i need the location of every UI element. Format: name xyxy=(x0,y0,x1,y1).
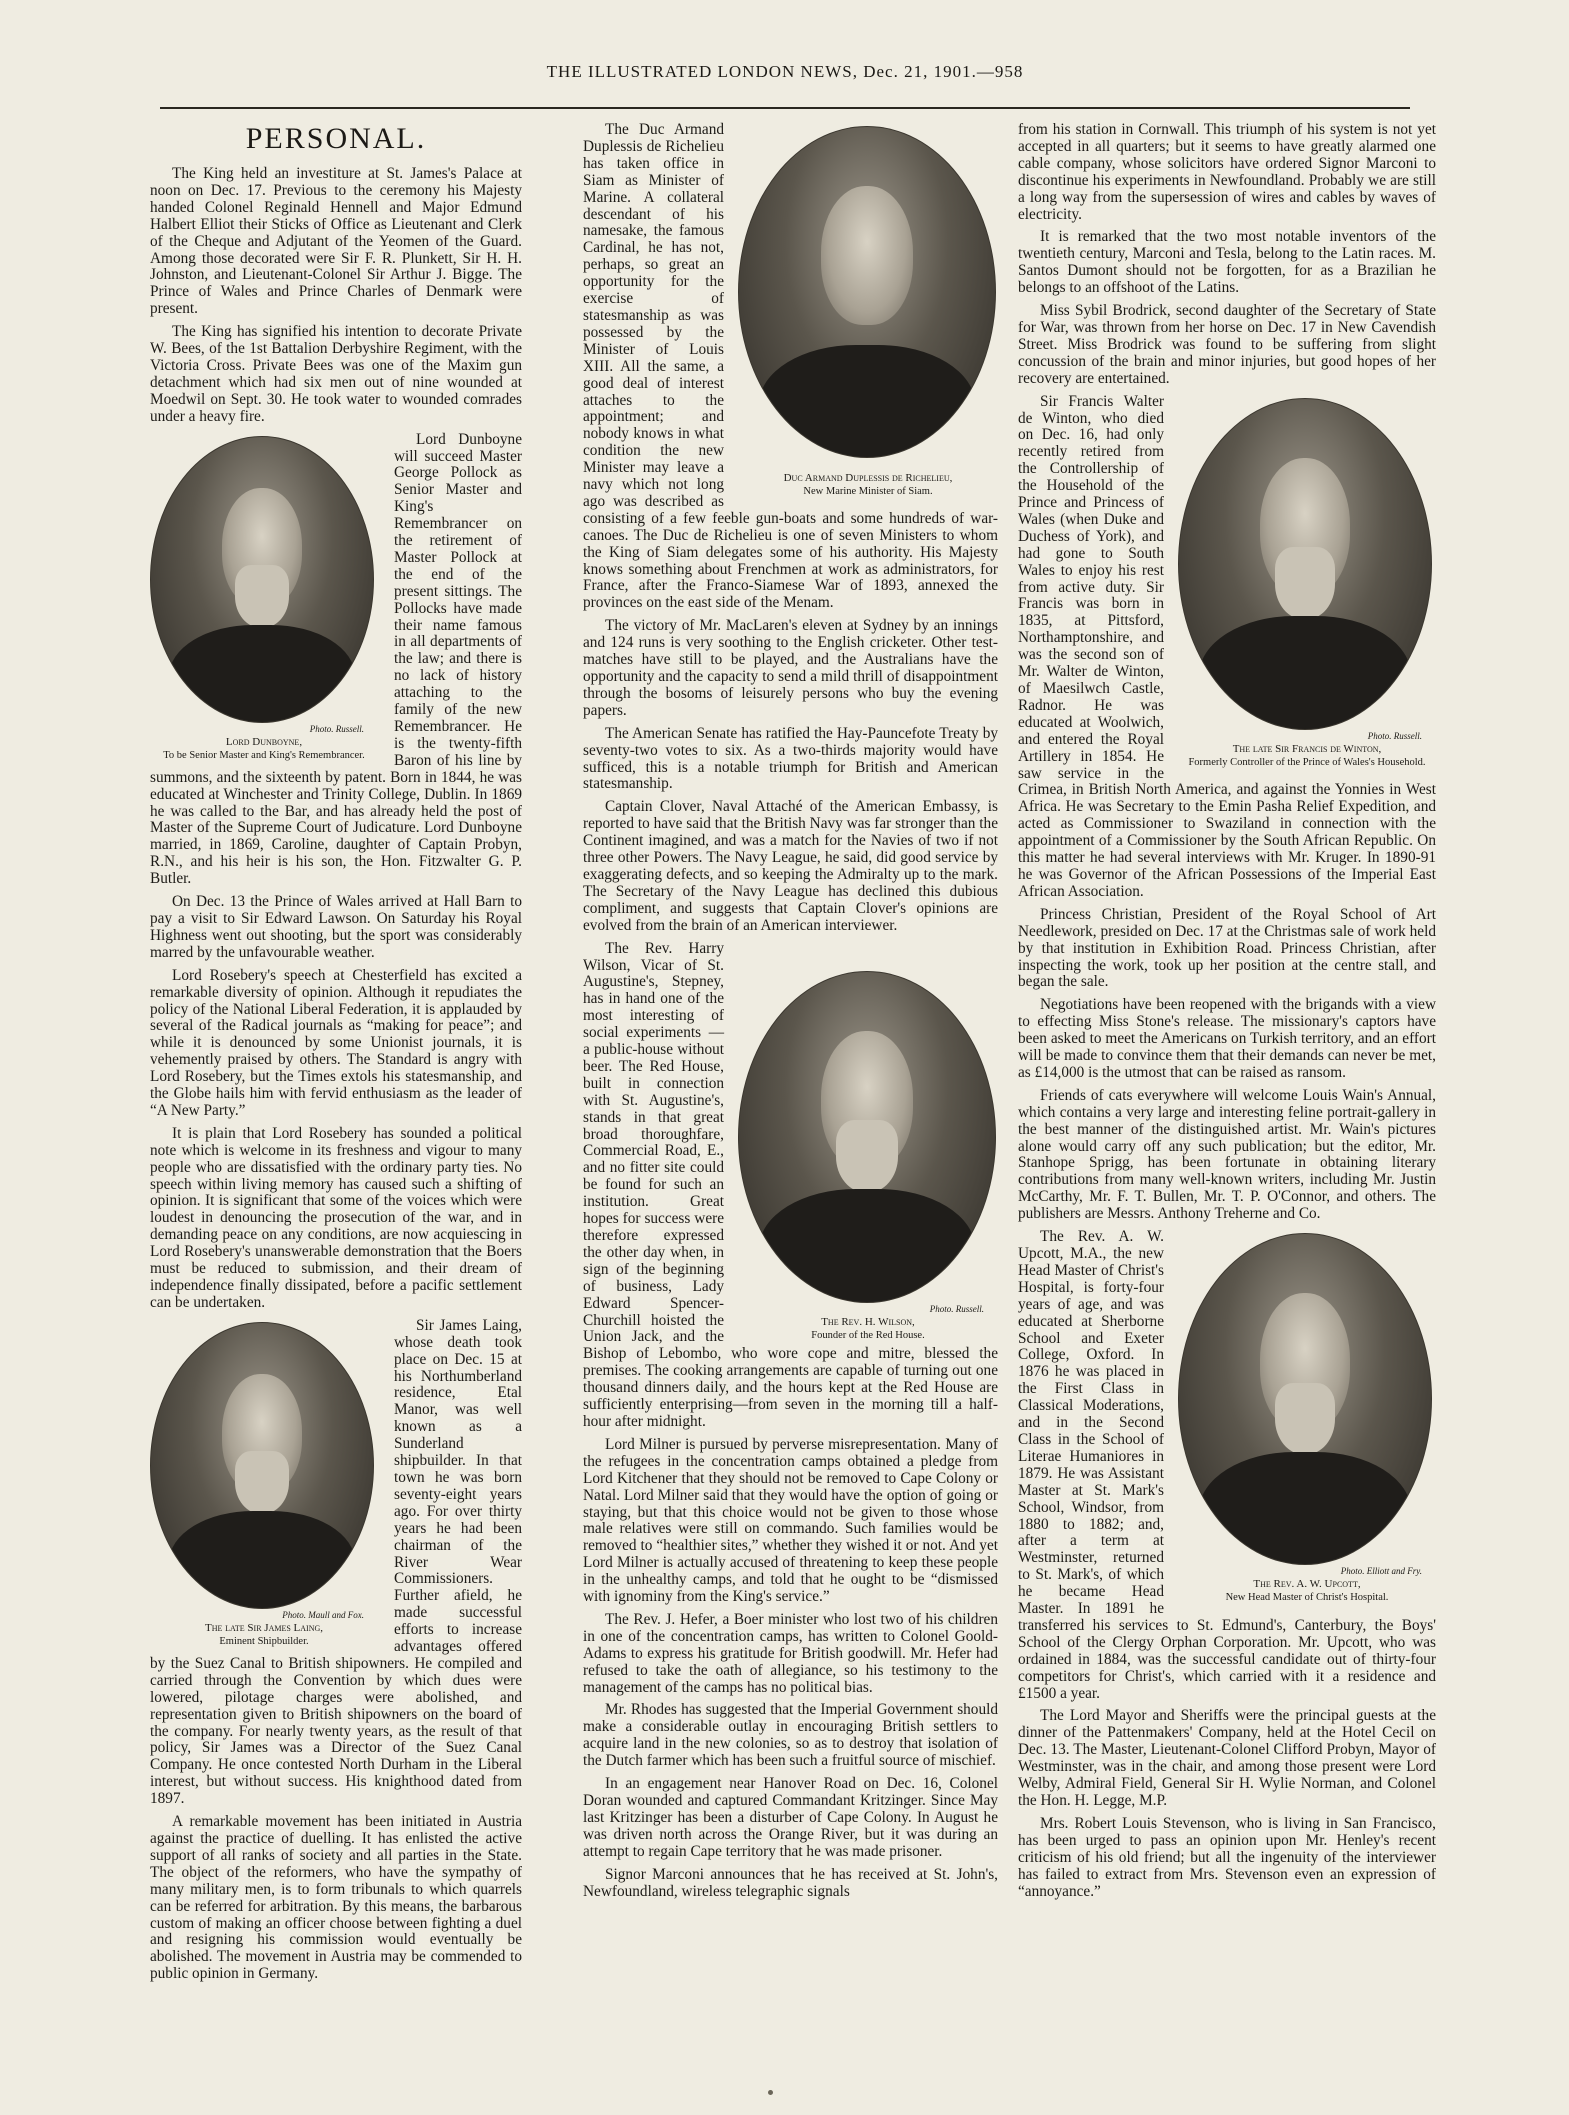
figure-laing xyxy=(150,1322,378,1648)
caption-name: Lord Dunboyne, xyxy=(225,735,303,748)
photo-credit: Photo. Russell. xyxy=(1367,730,1422,741)
paragraph: A remarkable movement has been initiated in Austria against the practice of duelling. It has enlisted the active support of all ranks of society and all parties in the State. The object of the reformers, who have the sympathy of many military men, is to form tribunals to which quarrels can be referred for arbitration. By this means, the barbarous custom of making an officer choose between fighting a duel and resigning his commission would eventually be abolished. The movement in Austria may be commended to public opinion in Germany. xyxy=(150,1813,522,1983)
caption-name: The late Sir Francis de Winton, xyxy=(1232,742,1382,755)
figure-richelieu xyxy=(738,126,998,498)
paragraph: The Duc Armand Duplessis de Richelieu has taken office in Siam as Minister of Marine. A collateral descendant of his namesake, the famous Cardinal, he has not, perhaps, so great an opportunity for the exercise of statesmanship as was possessed by the Minister of Louis XIII. All the same, a good deal of interest attaches to the appointment; and nobody knows in what condition the new Minister may leave a navy which not long ago was described as consisting of a few feeble gun-boats and some hundreds of war-canoes. The Duc de Richelieu is one of seven Ministers to whom the King of Siam delegates some of his authority. His Majesty knows something about Frenchmen at work as administrators, for France, after the Franco-Siamese War of 1893, annexed the provinces on the east side of the Menam. xyxy=(583,121,998,612)
photo-credit: Photo. Russell. xyxy=(309,723,364,734)
photo-credit: Photo. Elliott and Fry. xyxy=(1340,1566,1422,1577)
figure-dewinton xyxy=(1178,398,1436,769)
portrait-laing xyxy=(150,1322,374,1609)
portrait-dunboyne xyxy=(150,436,374,723)
paragraph: The Rev. A. W. Upcott, M.A., the new Head Master of Christ's Hospital, is forty-four years of age, and was educated at Sherborne School and Exeter College, Oxford. In 1876 he was placed in the First Class in Classical Moderations, and in the Second Class in the School of Literae Humaniores in 1879. He was Assistant Master at St. Mark's School, Windsor, from 1880 to 1882; and, after a term at Westminster, returned to St. Mark's, of which he became Head Master. In 1891 he transferred his services to St. Edmund's, Canterbury, the Boys' School of the Clergy Orphan Corporation. Mr. Upcott, who was ordained in 1884, was the successful candidate out of thirty-four competitors for Christ's, which carried with it a residence and £1500 a year. xyxy=(1018,1228,1436,1702)
figure-upcott xyxy=(1178,1233,1436,1604)
paragraph: Lord Rosebery's speech at Chesterfield has excited a remarkable diversity of opinion. Although it repudiates the policy of the National Liberal Federation, it is applauded by several of the Radical journals as “making for peace”; and while it is denounced by some Unionist journals, it is vehemently praised by others. The Standard is angry with Lord Rosebery, but the Times extols his statesmanship, and the Globe hails him with fervid enthusiasm as the leader of “A New Party.” xyxy=(150,966,522,1119)
paragraph: Mr. Rhodes has suggested that the Imperial Government should make a considerable outlay in encouraging British settlers to acquire land in the new colonies, so as to destroy that isolation of the Dutch farmer which has been such a fruitful source of mischief. xyxy=(583,1701,998,1770)
column-3 xyxy=(1018,122,1436,1906)
paragraph: It is plain that Lord Rosebery has sounded a political note which is welcome in its freshness and vigour to many people who are dissatisfied with the ordinary party ties. No speech within living memory has caused such a shifting of opinion. It is significant that some of the voices which were loudest in denouncing the prosecution of the war, and in demanding peace on any conditions, are now acquiescing in Lord Rosebery's unanswerable demonstration that the Boers must be reduced to submission, and their dream of independence finally dissipated, before a pacific settlement can be undertaken. xyxy=(150,1124,522,1311)
paragraph: Miss Sybil Brodrick, second daughter of the Secretary of State for War, was thrown from her horse on Dec. 17 in New Cavendish Street. Miss Brodrick was found to be suffering from slight concussion of the brain and minor injuries, but good hopes of her recovery are entertained. xyxy=(1018,302,1436,387)
paragraph: The Rev. J. Hefer, a Boer minister who lost two of his children in one of the concentration camps, has written to Colonel Goold-Adams to express his gratitude for British goodwill. Mr. Hefer had refused to take the oath of allegiance, so his testimony to the management of the camps has no political bias. xyxy=(583,1610,998,1696)
portrait-richelieu xyxy=(738,126,996,458)
paragraph: from his station in Cornwall. This triumph of his system is not yet accepted in all quarters; but it seems to have greatly alarmed one cable company, whose solicitors have ordered Signor Marconi to discontinue his experiments in Newfoundland. Probably we are still a long way from the supersession of wires and cables by waves of electricity. xyxy=(1018,121,1436,223)
paragraph: Mrs. Robert Louis Stevenson, who is living in San Francisco, has been urged to pass an opinion upon Mr. Henley's recent criticism of his old friend; but all the ingenuity of the interviewer has failed to extract from Mrs. Stevenson even an expression of “annoyance.” xyxy=(1018,1814,1436,1900)
caption-name: The Rev. H. Wilson, xyxy=(821,1315,915,1328)
paragraph: The American Senate has ratified the Hay-Pauncefote Treaty by seventy-two votes to six. As a two-thirds majority would have sufficed, this is a notable triumph for British and American statesmanship. xyxy=(583,724,998,793)
paragraph: Friends of cats everywhere will welcome Louis Wain's Annual, which contains a very large and interesting feline portrait-gallery in the best manner of the distinguished artist. Mr. Wain's pictures alone would carry off any such publication; but the editor, Mr. Stanhope Sprigg, has been fortunate in obtaining literary contributions from many well-known writers, including Mr. Justin McCarthy, Mr. F. T. Bullen, Mr. T. P. O'Connor, and others. The publishers are Messrs. Anthony Treherne and Co. xyxy=(1018,1086,1436,1223)
ink-dot xyxy=(768,2090,773,2095)
caption-subtitle: New Head Master of Christ's Hospital. xyxy=(1225,1592,1389,1604)
figure-dunboyne xyxy=(150,436,378,762)
column-1 xyxy=(150,122,522,1989)
paragraph: Negotiations have been reopened with the brigands with a view to effecting Miss Stone's release. The missionary's captors have been asked to meet the Americans on Turkish territory, and an effort will be made to convince them that their demands can never be met, as £14,000 is the utmost that can be raised as ransom. xyxy=(1018,996,1436,1081)
paragraph: Sir Francis Walter de Winton, who died on Dec. 16, had only recently retired from the Controllership of the Household of the Prince and Princess of Wales (when Duke and Duchess of York), and had gone to South Wales to enjoy his rest from active duty. Sir Francis was born in 1835, at Pittsford, Northamptonshire, and was the second son of Mr. Walter de Winton, of Maesilwch Castle, Radnor. He was educated at Woolwich, and entered the Royal Artillery in 1854. He saw service in the Crimea, in British North America, and against the Yonnies in West Africa. He was Secretary to the Emin Pasha Relief Expedition, and acted as Commissioner to Swaziland in connection with the appointment of a Commissioner by the South African Republic. On this matter he had several interviews with Mr. Kruger. In 1890-91 he was Governor of the African Possessions of the Imperial East African Association. xyxy=(1018,392,1436,900)
caption-subtitle: Eminent Shipbuilder. xyxy=(219,1635,309,1647)
column-2 xyxy=(583,122,998,1906)
page-title: PERSONAL. xyxy=(245,122,427,155)
caption-subtitle: Formerly Controller of the Prince of Wales's Household. xyxy=(1188,756,1426,768)
caption-subtitle: New Marine Minister of Siam. xyxy=(803,486,933,497)
portrait-wilson xyxy=(738,971,996,1303)
portrait-dewinton xyxy=(1178,398,1432,730)
figure-wilson xyxy=(738,971,998,1342)
photo-credit: Photo. Russell. xyxy=(929,1303,984,1314)
paragraph: Lord Dunboyne will succeed Master George Pollock as Senior Master and King's Remembrancer on the retirement of Master Pollock at the end of the present sittings. The Pollocks have made their name famous in all departments of the law; and there is no lack of history attaching to the family of the new Remembrancer. He is the twenty-fifth Baron of his line by summons, and the sixteenth by patent. Born in 1844, he was educated at Winchester and Trinity College, Dublin. In 1869 he was called to the Bar, and has already held the post of Master of the Supreme Court of Judicature. Lord Dunboyne married, in 1869, Caroline, daughter of Captain Probyn, R.N., and his heir is his son, the Hon. Fitzwalter G. P. Butler. xyxy=(150,430,522,888)
caption-name: The Rev. A. W. Upcott, xyxy=(1253,1578,1361,1591)
paragraph: The victory of Mr. MacLaren's eleven at Sydney by an innings and 124 runs is very soothing to the English cricketer. Other test-matches have still to be played, and the Australians have the opportunity and the capacity to send a mild thrill of disappointment through the bosoms of leisurely persons who buy the evening papers. xyxy=(583,617,998,719)
paragraph: The Rev. Harry Wilson, Vicar of St. Augustine's, Stepney, has in hand one of the most interesting of social experiments — a public-house without beer. The Red House, built in connection with St. Augustine's, stands in that great broad thoroughfare, Commercial Road, E., and no fitter site could be found for such an institution. Great hopes for success were therefore expressed the other day when, in sign of the beginning of business, Lady Edward Spencer-Churchill hoisted the Union Jack, and the Bishop of Lebombo, who wore cope and mitre, blessed the premises. The cooking arrangements are capable of turning out one thousand dinners daily, and the hours kept at the Red House are sufficiently enterprising—from seven in the morning till a half-hour after midnight. xyxy=(583,939,998,1430)
paragraph: Lord Milner is pursued by perverse misrepresentation. Many of the refugees in the concentration camps obtained a pledge from Lord Kitchener that they should not be removed to Cape Colony or Natal. Lord Milner said that they would have the option of going or staying, but that this choice would not be given to those whose male relatives were still on commando. Such families would be removed to “healthier sites,” whether they wished it or not. And yet Lord Milner is actually accused of threatening to keep these people in the unhealthy camps, and told that he ought to be “dismissed with ignominy from the King's service.” xyxy=(583,1435,998,1606)
photo-credit: Photo. Maull and Fox. xyxy=(282,1609,364,1620)
paragraph: The King has signified his intention to decorate Private W. Bees, of the 1st Battalion Derbyshire Regiment, with the Victoria Cross. Private Bees was one of the Maxim gun detachment which had six men out of nine wounded at Moedwil on Sept. 30. He took water to wounded comrades under a heavy fire. xyxy=(150,323,522,425)
caption-subtitle: Founder of the Red House. xyxy=(811,1329,925,1341)
caption-name: The late Sir James Laing, xyxy=(204,1621,324,1634)
paragraph: The Lord Mayor and Sheriffs were the principal guests at the dinner of the Pattenmakers' Company, held at the Hotel Cecil on Dec. 13. The Master, Lieutenant-Colonel Clifford Probyn, Mayor of Westminster, was in the chair, and among those present were Lord Welby, Admiral Field, General Sir H. Wylie Norman, and Colonel the Hon. H. Legge, M.P. xyxy=(1018,1707,1436,1809)
paragraph: In an engagement near Hanover Road on Dec. 16, Colonel Doran wounded and captured Commandant Kritzinger. Since May last Kritzinger has been a disturber of Cape Colony. In August he was driven north across the Orange River, but it was during an attempt to regain Cape territory that he was made prisoner. xyxy=(583,1775,998,1860)
paragraph: The King held an investiture at St. James's Palace at noon on Dec. 17. Previous to the ceremony his Majesty handed Colonel Reginald Hennell and Major Edmund Halbert Elliot their Sticks of Office as Lieutenant and Clerk of the Cheque and Adjutant of the Yeomen of the Guard. Among those decorated were Sir F. R. Plunkett, Sir H. H. Johnston, and Lieutenant-Colonel Sir Arthur J. Bigge. The Prince of Wales and Prince Charles of Denmark were present. xyxy=(150,165,522,318)
paragraph: Captain Clover, Naval Attaché of the American Embassy, is reported to have said that the British Navy was far stronger than the Continent imagined, and was a match for the Navies of two if not three other Powers. The Navy League, he said, did good service by exaggerating defects, and so keeping the Admiralty up to the mark. The Secretary of the Navy League has declined this dubious compliment, and suggests that Captain Clover's opinions are evolved from the brain of an American interviewer. xyxy=(583,798,998,934)
caption-subtitle: To be Senior Master and King's Remembrancer. xyxy=(163,749,365,761)
paragraph: Princess Christian, President of the Royal School of Art Needlework, presided on Dec. 17 at the Christmas sale of work held by that institution in Exhibition Road. Princess Christian, after inspecting the work, took up her position at the centre stall, and began the sale. xyxy=(1018,905,1436,991)
paragraph: Sir James Laing, whose death took place on Dec. 15 at his Northumberland residence, Etal Manor, was well known as a Sunderland shipbuilder. In that town he was born seventy-eight years ago. For over thirty years he had been chairman of the River Wear Commissioners. Further afield, he made successful efforts to increase advantages offered by the Suez Canal to British shipowners. He compiled and carried through the Convention by which dues were lowered, pilotage charges were abolished, and representation given to British shipowners on the board of the company. For nearly twenty years, as the result of that policy, Sir James was a Director of the Suez Canal Company. He once contested North Durham in the Liberal interest, but without success. His knighthood dated from 1897. xyxy=(150,1316,522,1808)
header-rule xyxy=(160,107,1410,109)
paragraph: Signor Marconi announces that he has received at St. John's, Newfoundland, wireless telegraphic signals xyxy=(583,1865,998,1900)
running-header: THE ILLUSTRATED LONDON NEWS, Dec. 21, 1901.—958 xyxy=(546,62,1024,81)
caption-name: Duc Armand Duplessis de Richelieu, xyxy=(783,472,953,484)
portrait-upcott xyxy=(1178,1233,1432,1565)
paragraph: It is remarked that the two most notable inventors of the twentieth century, Marconi and Tesla, belong to the Latin races. M. Santos Dumont should not be forgotten, for as a Brazilian he belongs to an offshoot of the Latins. xyxy=(1018,228,1436,297)
paragraph: On Dec. 13 the Prince of Wales arrived at Hall Barn to pay a visit to Sir Edward Lawson. On Saturday his Royal Highness went out shooting, but the sport was considerably marred by the unfavourable weather. xyxy=(150,893,522,961)
